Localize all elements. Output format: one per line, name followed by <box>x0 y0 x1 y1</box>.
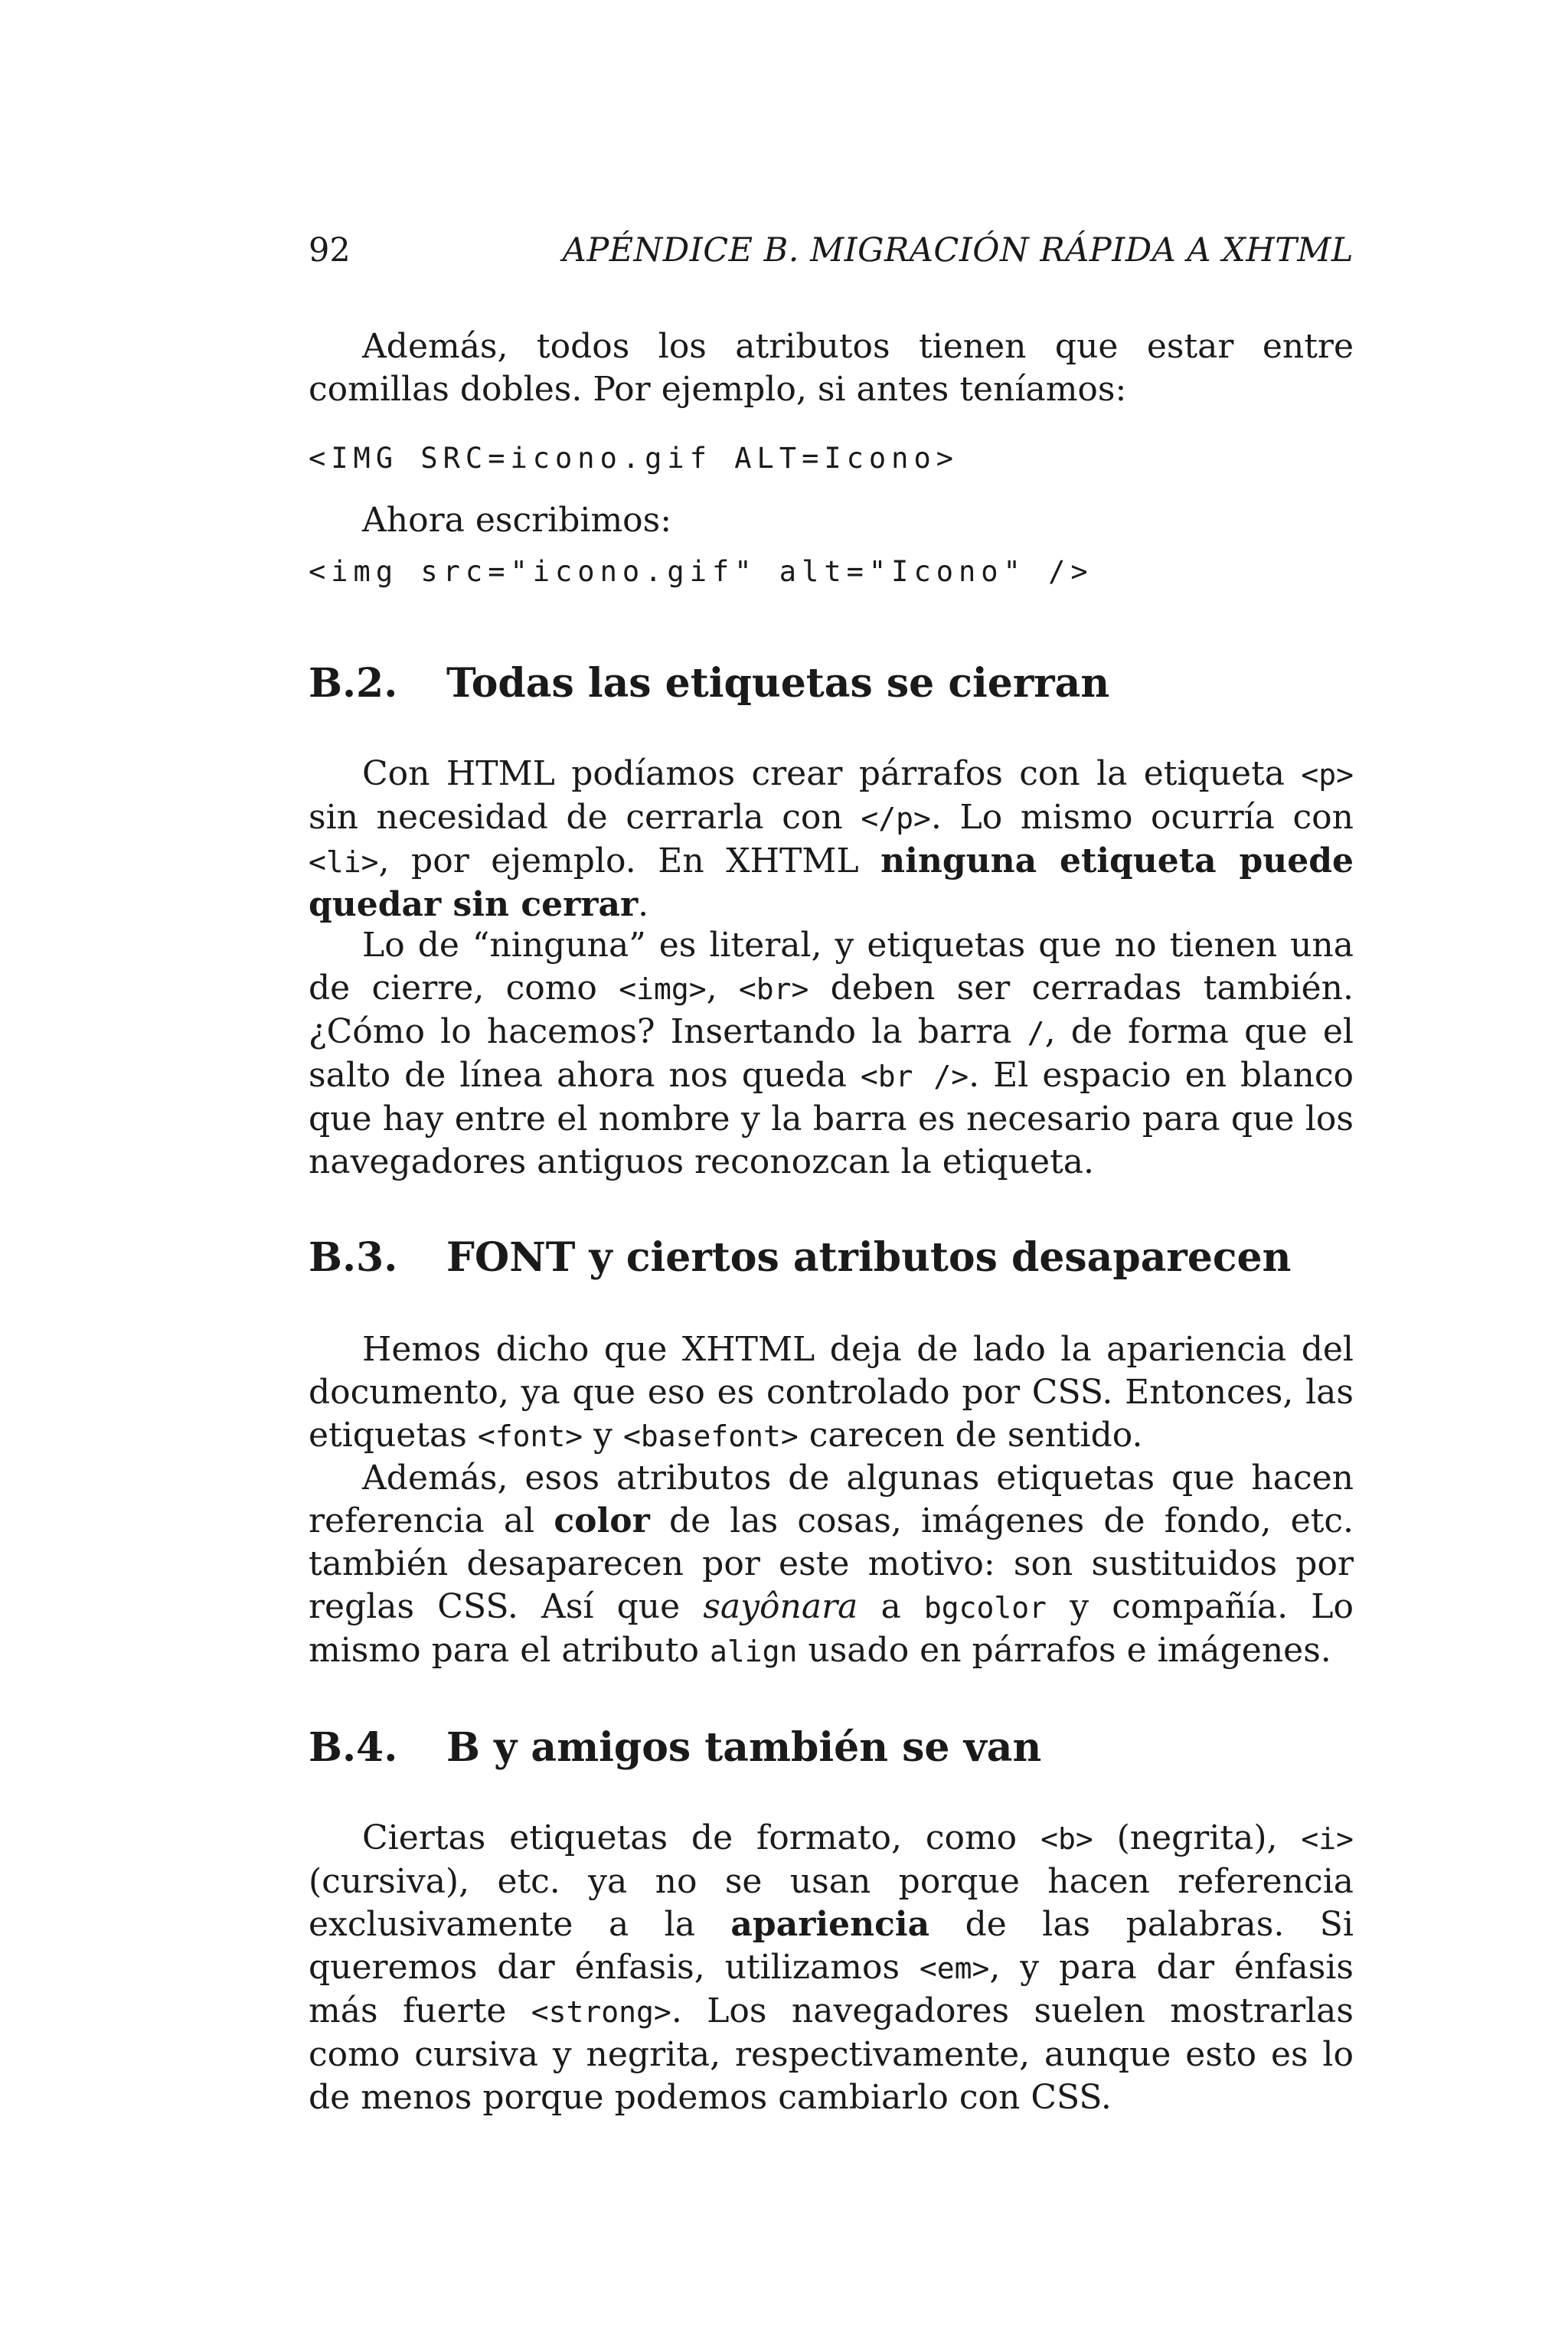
text-run: y compañía. Lo mismo para el atributo <box>309 1587 1354 1670</box>
text-run: Lo de “ninguna” es literal, y etiquetas que no tienen una de cierre, como <box>309 926 1354 1008</box>
inline-code: <em> <box>919 1952 990 1985</box>
inline-code: <br> <box>738 972 809 1006</box>
section-heading-b3 <box>309 1234 1380 1281</box>
bold-text: apariencia <box>730 1905 930 1944</box>
inline-code: <p> <box>1301 758 1354 792</box>
text-run: sin necesidad de cerrarla con <box>309 798 861 837</box>
inline-code: </p> <box>861 802 931 835</box>
section-number: B.2. <box>309 660 398 707</box>
text-run: carecen de sentido. <box>798 1416 1143 1455</box>
italic-text: sayônara <box>703 1587 858 1626</box>
text-run: de las palabras. Si queremos dar énfasis, utilizamos <box>309 1905 1354 1987</box>
inline-code: <basefont> <box>622 1419 799 1453</box>
text-run: Ciertas etiquetas de formato, como <box>362 1818 1041 1857</box>
section-b2-paragraph-2 <box>309 924 1354 1184</box>
inline-code: bgcolor <box>923 1591 1047 1625</box>
bold-text: color <box>554 1501 650 1540</box>
text-run: (negrita), <box>1093 1818 1302 1857</box>
page-header <box>309 231 1354 277</box>
text-run: (cursiva), etc. ya no se usan porque hacen referencia exclusivamente a la <box>309 1862 1354 1944</box>
text-run: Hemos dicho que XHTML deja de lado la apariencia del documento, ya que eso es controlado por CSS. Entonces, las etiquetas <box>309 1330 1354 1455</box>
section-b2-paragraph-1 <box>309 753 1354 926</box>
text-run: Además, esos atributos de algunas etiquetas que hacen referencia al <box>309 1459 1354 1540</box>
inline-code: <strong> <box>531 1995 671 2029</box>
section-b3-paragraph-2 <box>309 1457 1354 1673</box>
section-b3-paragraph-1 <box>309 1328 1354 1458</box>
inline-code: <br /> <box>860 1060 969 1093</box>
inline-code: <b> <box>1040 1822 1093 1856</box>
text-run: a <box>858 1587 924 1626</box>
section-title: Todas las etiquetas se cierran <box>446 660 1110 707</box>
text-run: , de forma que el salto de línea ahora nos queda <box>309 1012 1354 1095</box>
code-line-old-img: <IMG SRC=icono.gif ALT=Icono> <box>309 442 959 475</box>
running-title: APÉNDICE B. MIGRACIÓN RÁPIDA A XHTML <box>562 231 1354 270</box>
inline-code: <font> <box>477 1419 583 1453</box>
text-run: . <box>638 885 649 924</box>
text-run: . El espacio en blanco que hay entre el nombre y la barra es necesario para que los navegadores antiguos reconozcan la etiqueta. <box>309 1056 1354 1181</box>
code-line-new-img: <img src="icono.gif" alt="Icono" /> <box>309 555 1093 588</box>
section-number: B.3. <box>309 1234 398 1281</box>
text-run: , y para dar énfasis más fuerte <box>309 1948 1354 2030</box>
intro-paragraph-2: Ahora escribimos: <box>362 501 672 540</box>
text-run: . Lo mismo ocurría con <box>930 798 1354 837</box>
bold-text: ninguna etiqueta puede quedar sin cerrar <box>309 841 1354 924</box>
section-title: FONT y ciertos atributos desaparecen <box>446 1234 1292 1281</box>
section-heading-b2 <box>309 660 1380 707</box>
text-run: Con HTML podíamos crear párrafos con la etiqueta <box>362 754 1302 793</box>
text-run: de las cosas, imágenes de fondo, etc. también desaparecen por este motivo: son sustituidos por reglas CSS. Así que <box>309 1501 1354 1626</box>
text-run: usado en párrafos e imágenes. <box>797 1631 1331 1670</box>
section-b4-paragraph-1 <box>309 1817 1354 2119</box>
inline-code: / <box>1027 1016 1045 1050</box>
text-run: , por ejemplo. En XHTML <box>378 841 881 880</box>
text-run: deben ser cerradas también. ¿Cómo lo hacemos? Insertando la barra <box>309 969 1354 1051</box>
text-run: , <box>706 969 739 1008</box>
text-run: y <box>583 1416 623 1455</box>
inline-code: align <box>710 1635 798 1668</box>
inline-code: <img> <box>619 972 707 1006</box>
section-number: B.4. <box>309 1724 398 1771</box>
text-run: . Los navegadores suelen mostrarlas como cursiva y negrita, respectivamente, aunque esto es lo de menos porque podemos cambiarlo con CSS. <box>309 1991 1354 2117</box>
intro-paragraph-1: Además, todos los atributos tienen que estar entre comillas dobles. Por ejemplo, si antes teníamos: <box>309 327 1354 409</box>
section-title: B y amigos también se van <box>446 1724 1042 1771</box>
page-number: 92 <box>309 231 351 270</box>
inline-code: <li> <box>309 845 379 879</box>
inline-code: <i> <box>1301 1822 1354 1856</box>
section-heading-b4 <box>309 1724 1380 1771</box>
